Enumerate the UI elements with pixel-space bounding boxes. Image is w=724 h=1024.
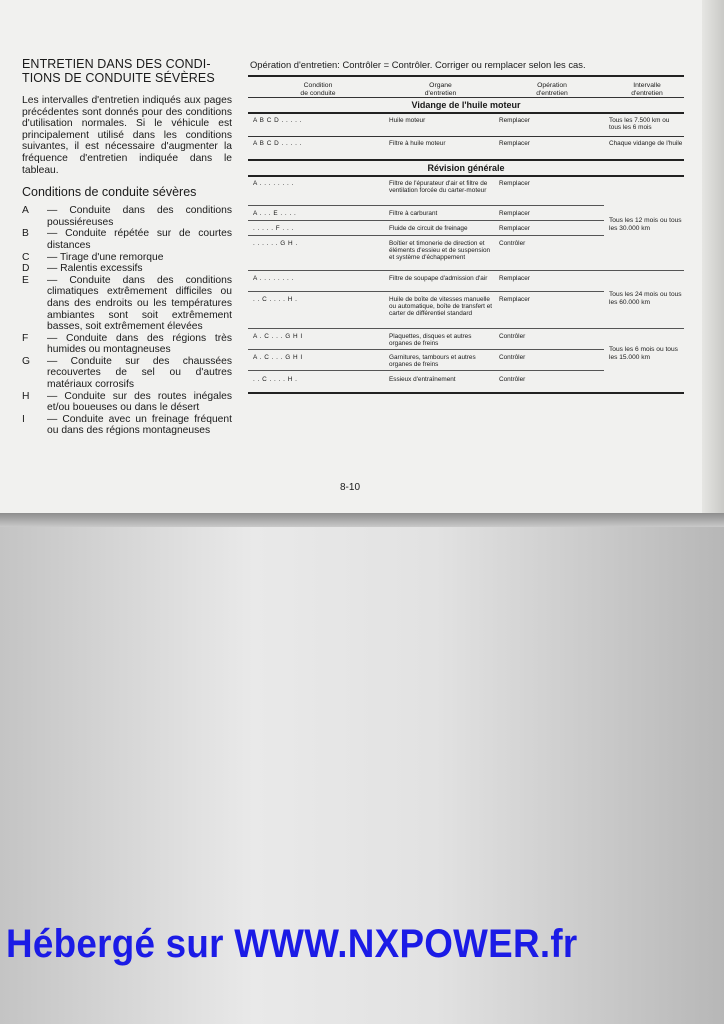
maintenance-table	[248, 59, 684, 394]
header-condition: Condition de conduite	[300, 82, 336, 97]
table-legend: Opération d'entretien: Contrôler = Contrôler. Corriger ou remplacer selon les cas.	[250, 59, 586, 70]
section-title-line1: ENTRETIEN DANS DES CONDI-	[22, 57, 211, 71]
interval-12-months: Tous les 12 mois ou tous les 30.000 km	[609, 217, 682, 232]
condition-item: E — Conduite dans des conditions climatiques extrêmement difficiles ou dans des endroits ou les températures ambiantes sont soit extrêmement basses, soit extrêmement élevées	[22, 274, 232, 333]
condition-item: F — Conduite dans des régions très humides ou montagneuses	[22, 332, 232, 356]
table-rule	[248, 392, 684, 394]
row-divider	[248, 349, 604, 350]
condition-item: C — Tirage d'une remorque	[22, 251, 164, 263]
section-title-line2: TIONS DE CONDUITE SÉVÈRES	[22, 71, 215, 85]
condition-item: G — Conduite sur des chaussées recouvertes de sel ou d'autres matériaux corrosifs	[22, 355, 232, 391]
row-divider	[248, 235, 604, 236]
section-title	[22, 57, 232, 85]
interval-24-months: Tous les 24 mois ou tous les 60.000 km	[609, 291, 682, 306]
header-organ: Organe d'entretien	[424, 82, 457, 97]
condition-item: H — Conduite sur des routes inégales et/ou boueuses ou dans le désert	[22, 390, 232, 414]
row-divider	[248, 370, 604, 371]
interval-6-months: Tous les 6 mois ou tous les 15.000 km	[609, 346, 678, 361]
page-edge	[702, 0, 724, 513]
row-divider	[248, 205, 604, 206]
table-header	[248, 77, 684, 97]
left-column	[22, 57, 232, 437]
row-divider	[248, 220, 604, 221]
condition-item: D — Ralentis excessifs	[22, 263, 143, 275]
hosted-watermark: Hébergé sur WWW.NXPOWER.fr	[6, 922, 578, 966]
conditions-title: Conditions de conduite sévères	[22, 185, 197, 200]
general-service-block: A . . . . . . . . Filtre de l'épurateur d'air et filtre de ventilation forcée du carter-moteur Remplacer A . . . E . . . . Filtre à carburant Remplacer . . . . . F . . . Fluide de circuit de freinage Remplacer . . . . . . G H . Boîtier et timonerie de direction et éléments d'essieu et de suspension et système d'échappement Contrôler Tous les 12 mois ou tous les 30.000 km A . . . . . . . . Filtre de soupape d'admission d'air Remplacer . . C . . . . H . Huile de boîte de vitesses manuelle ou automatique, boîte de transfert et carter de différentiel standard Remplacer Tous les 24 mois ou tous les 60.000 km A . C . . . G H I Plaquettes, disques et autres organes de freins Contrôler A . C . . . G H I Garnitures, tambours et autres organes de freins Contrôler Tous les 6 mois ou tous les 15.000 km . . C . . . . H . Essieux d'entraînement Contrôler	[248, 177, 684, 392]
header-interval: Intervalle d'entretien	[631, 82, 663, 97]
section-general-service: Révision générale	[427, 163, 505, 173]
intro-paragraph: Les intervalles d'entretien indiqués aux pages précédentes sont donnés pour des conditions d'utilisation normales. Si le véhicule est principalement utilisé dans les conditions suivantes, il est nécessaire d'augmenter la fréquence d'entretien indiquée dans le tableau.	[22, 95, 232, 176]
section-oil-change: Vidange de l'huile moteur	[411, 100, 521, 110]
row-divider	[248, 291, 604, 292]
table-row: A B C D . . . . . Huile moteur Remplacer Tous les 7.500 km ou tous les 6 mois	[253, 117, 670, 132]
condition-item: I — Conduite avec un freinage fréquent ou dans des régions montagneuses	[22, 413, 232, 437]
conditions-list	[22, 205, 232, 437]
row-divider	[248, 270, 684, 271]
row-divider	[248, 328, 684, 329]
table-row: A B C D . . . . . Filtre à huile moteur Remplacer Chaque vidange de l'huile	[253, 140, 683, 147]
condition-item: B — Conduite répétée sur de courtes distances	[22, 228, 232, 251]
condition-item: A — Conduite dans des conditions poussiéreuses	[22, 205, 232, 228]
page-number: 8-10	[340, 482, 361, 493]
header-operation: Opération d'entretien	[536, 82, 568, 97]
